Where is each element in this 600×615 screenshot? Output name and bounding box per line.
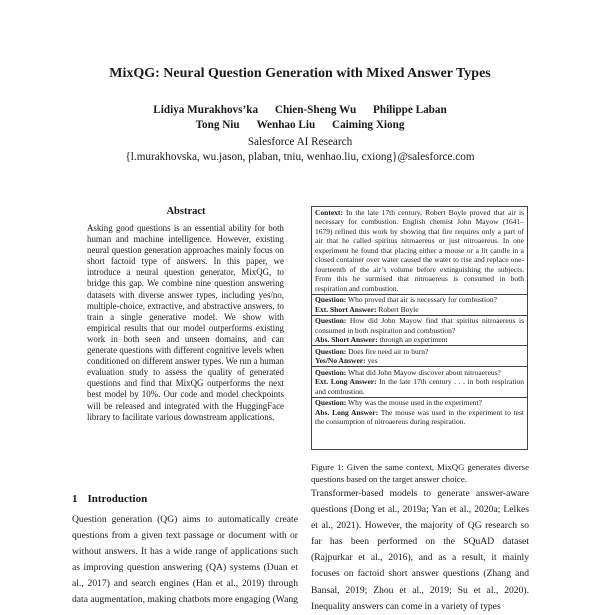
affiliation-block (0, 135, 600, 165)
figure-1-caption: Figure 1: Given the same context, MixQG generates diverse questions based on the target answer choice. (311, 462, 529, 484)
author-name: Wenhao Liu (256, 119, 316, 131)
figure-qa-pair (312, 398, 527, 428)
question-text: How did John Mayow find that spiritus nitroaereus is consumed in both respiration and combustion? (315, 316, 525, 335)
answer-text: In the late 17th century . . . in both respiration and combustion. (315, 377, 524, 396)
question-label: Question: (315, 398, 347, 407)
answer-text: Robert Boyle (378, 304, 419, 314)
paper-title: MixQG: Neural Question Generation with Mixed Answer Types (109, 66, 491, 81)
question-text: Does fire need air to burn? (348, 346, 429, 356)
author-name: Philippe Laban (373, 104, 447, 116)
question-label: Question: (315, 367, 347, 377)
answer-label: Yes/No Answer: (315, 356, 366, 365)
figure-qa-pair (312, 367, 527, 398)
question-text: Why was the mouse used in the experiment? (348, 398, 482, 407)
author-name: Tong Niu (195, 119, 240, 131)
author-name: Caiming Xiong (332, 119, 405, 131)
answer-label: Ext. Long Answer: (315, 377, 377, 386)
figure-qa-pair (312, 346, 527, 367)
context-text: In the late 17th century, Robert Boyle proved that air is necessary for combustion. English chemist John Mayow (1641–1679) refined this work by showing that fire requires only a part of air that he called spiritus nitroaereus or just nitroaereus. In one experiment he found that placing either a mouse or a lit candle in a closed container over water caused the water to rise and replace one-fourteenth of the air’s volume before extinguishing the subjects. From this he surmised that nitroaereus is consumed in both respiration and combustion. (315, 207, 524, 293)
introduction-text: Question generation (QG) aims to automatically create questions from a given text passage or document with or without answers. It has a wide range of applications such as improving question answering (QA) systems (Duan et al., 2017) and search engines (Han et al., 2019) through data augmentation, making chatbots more engaging (Wang (72, 514, 298, 606)
abstract-heading: Abstract (166, 206, 206, 217)
question-text: Who proved that air is necessary for combustion? (348, 295, 497, 304)
section-heading-introduction (72, 493, 147, 505)
author-name: Chien-Sheng Wu (274, 104, 357, 116)
figure-context (312, 207, 527, 295)
context-label: Context: (315, 207, 343, 217)
abstract-text: Asking good questions is an essential ability for both human and machine intelligence. However, existing neural question generation approaches mainly focus on short factoid type of answers. In this paper, we introduce a neural question generator, MixQG, to bridge this gap. We combine nine question answering datasets with diverse answer types, including yes/no, multiple-choice, extractive, and abstractive answers, to train a single generative model. We show with empirical results that our model outperforms existing work in both seen and unseen domains, and can generate questions with different cognitive levels when conditioned on different answer types. We run a human evaluation study to assess the quality of generated questions and find that MixQG outperforms the next best model by 10%. Our code and model checkpoints will be released and integrated with the HuggingFace library to facilitate various downstream applications. (87, 223, 284, 422)
author-list (0, 103, 600, 133)
figure-qa-pair (312, 295, 527, 316)
authors-line-1 (0, 103, 600, 118)
right-column-text: Transformer-based models to generate answer-aware questions (Dong et al., 2019a; Yan et al., 2020a; Lelkes et al., 2021). However, the majority of QG research so far has been performed on the SQuAD dataset (Rajpurkar et al., 2016), and as a result, it mainly focuses on factoid short answer questions (Zhang and Bansal, 2019; Zhou et al., 2019; Su et al., 2020). Inequality answers can come in a variety of types (311, 488, 529, 612)
answer-text: through an experiment (379, 335, 448, 344)
question-label: Question: (315, 295, 347, 304)
section-title: Introduction (87, 493, 148, 505)
author-emails: {l.murakhovska, wu.jason, plaban, tniu, wenhao.liu, cxiong}@salesforce.com (125, 151, 475, 163)
question-text: What did John Mayow discover about nitroaereus? (348, 367, 501, 377)
answer-label: Ext. Short Answer: (315, 304, 377, 314)
section-number: 1 (72, 493, 78, 505)
question-label: Question: (315, 346, 347, 356)
question-label: Question: (315, 316, 347, 325)
answer-text: The mouse was used in the experiment to test the consumption of nitroaereus during respiration. (315, 407, 524, 426)
figure-1-box (311, 206, 528, 450)
affiliation: Salesforce AI Research (247, 136, 353, 148)
answer-label: Abs. Short Answer: (315, 335, 378, 344)
figure-qa-pair (312, 316, 527, 347)
answer-text: yes (367, 356, 378, 365)
authors-line-2 (0, 118, 600, 133)
author-name: Lidiya Murakhovs’ka (153, 104, 259, 116)
answer-label: Abs. Long Answer: (315, 407, 379, 417)
